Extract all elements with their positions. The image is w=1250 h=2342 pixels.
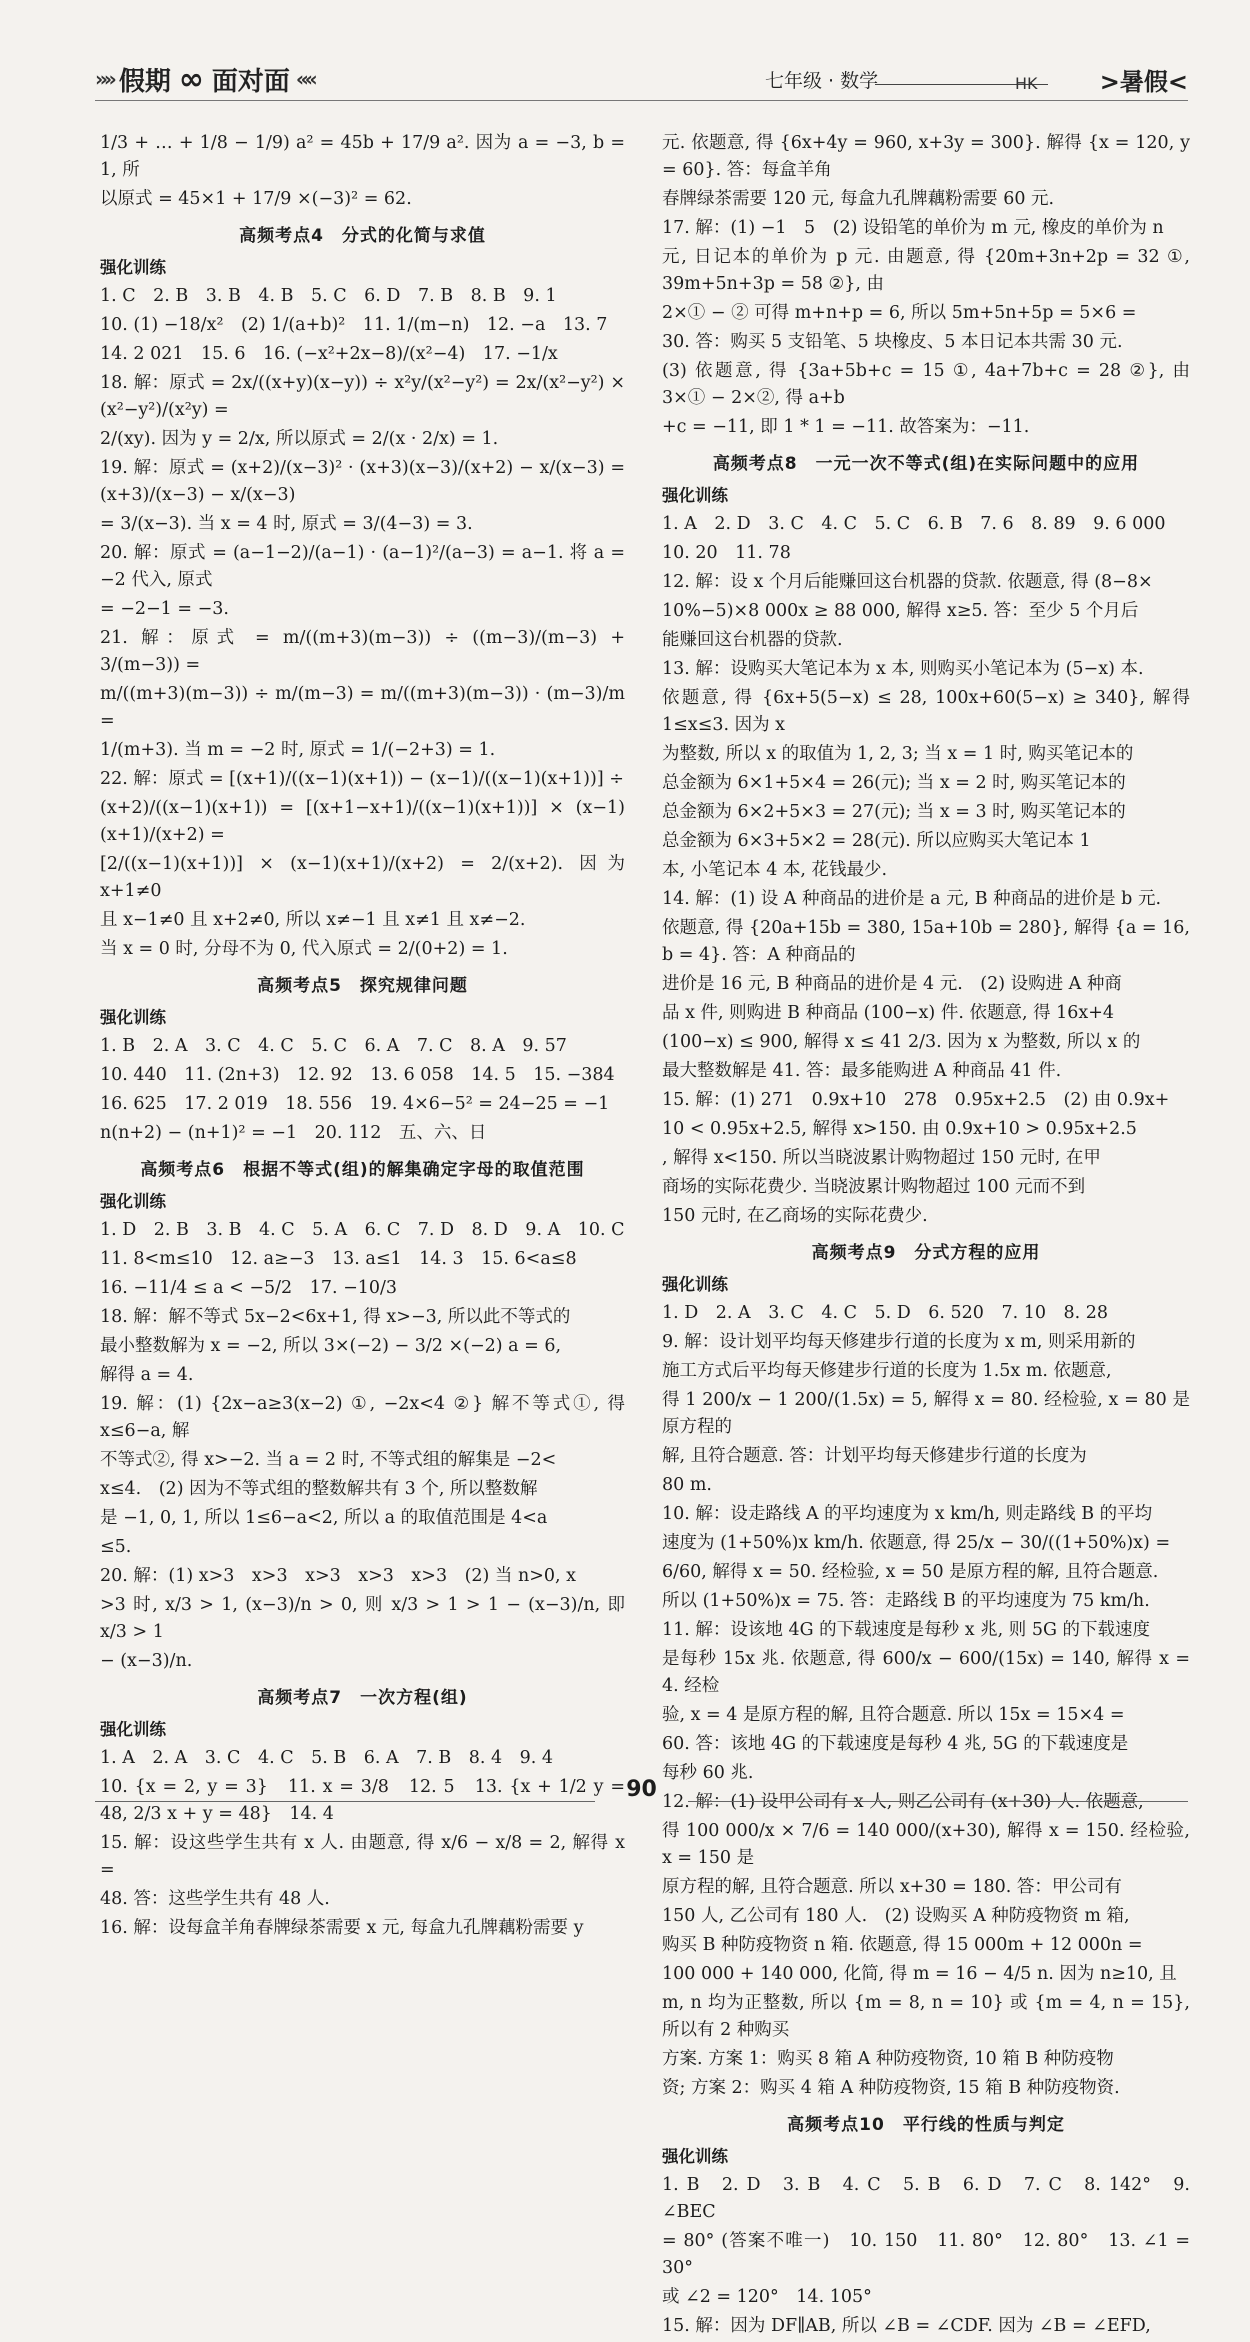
solution-line: m, n 均为正整数, 所以 {m = 8, n = 10} 或 {m = 4, n = 15}, 所以有 2 种购买 xyxy=(662,1993,1190,2040)
footer-divider-right xyxy=(688,1801,1188,1802)
solution-line: 是每秒 15x 兆. 依题意, 得 600/x − 600/(15x) = 140, 解得 x = 4. 经检 xyxy=(662,1649,1190,1696)
solution-line: 20. 解：原式 = (a−1−2)/(a−1) · (a−1)²/(a−3) = a−1. 将 a = −2 代入, 原式 xyxy=(100,543,625,590)
solution-line: 依题意, 得 {6x+5(5−x) ≤ 28, 100x+60(5−x) ≥ 340}, 解得 1≤x≤3. 因为 x xyxy=(662,688,1190,735)
answer-line: 或 ∠2 = 120° 14. 105° xyxy=(662,2287,872,2307)
solution-line: 10. 解：设走路线 A 的平均速度为 x km/h, 则走路线 B 的平均 xyxy=(662,1504,1153,1524)
solution-line: +c = −11, 即 1 * 1 = −11. 故答案为：−11. xyxy=(662,417,1030,437)
solution-line: 16. 解：设每盒羊角春牌绿茶需要 x 元, 每盒九孔牌藕粉需要 y xyxy=(100,1918,584,1938)
solution-line: 能赚回这台机器的贷款. xyxy=(662,630,843,650)
answer-line: 1. C 2. B 3. B 4. B 5. C 6. D 7. B 8. B 9. 1 xyxy=(100,286,557,306)
section-subtitle: 强化训练 xyxy=(100,1192,166,1211)
solution-line: 进价是 16 元, B 种商品的进价是 4 元. (2) 设购进 A 种商 xyxy=(662,974,1122,994)
answer-line: 14. 2 021 15. 6 16. (−x²+2x−8)/(x²−4) 17. −1/x xyxy=(100,344,558,364)
brand-right-text: 暑假 xyxy=(1119,68,1168,96)
solution-line: 2/(xy). 因为 y = 2/x, 所以原式 = 2/(x · 2/x) = 1. xyxy=(100,429,499,449)
brand-logo-right xyxy=(1100,62,1188,97)
solution-line: 19. 解：原式 = (x+2)/(x−3)² · (x+3)(x−3)/(x+2) − x/(x−3) = (x+3)/(x−3) − x/(x−3) xyxy=(100,458,625,505)
answer-line: 1. D 2. B 3. B 4. C 5. A 6. C 7. D 8. D 9. A 10. C xyxy=(100,1220,625,1240)
solution-line: 总金额为 6×2+5×3 = 27(元); 当 x = 3 时, 购买笔记本的 xyxy=(662,802,1126,822)
solution-line: 100 000 + 140 000, 化简, 得 m = 16 − 4/5 n. 因为 n≥10, 且 xyxy=(662,1964,1177,1984)
solution-line: 速度为 (1+50%)x km/h. 依题意, 得 25/x − 30/((1+50%)x) = xyxy=(662,1533,1171,1553)
answer-line: = 80° (答案不唯一) 10. 150 11. 80° 12. 80° 13. ∠1 = 30° xyxy=(662,2231,1190,2278)
brand-logo-left xyxy=(95,61,314,97)
answer-line: 1. D 2. A 3. C 4. C 5. D 6. 520 7. 10 8. 28 xyxy=(662,1303,1108,1323)
solution-line: m/((m+3)(m−3)) ÷ m/(m−3) = m/((m+3)(m−3)) · (m−3)/m = xyxy=(100,684,625,731)
solution-line: 资; 方案 2：购买 4 箱 A 种防疫物资, 15 箱 B 种防疫物资. xyxy=(662,2078,1120,2098)
solution-line: 48. 答：这些学生共有 48 人. xyxy=(100,1889,330,1909)
solution-line: 最小整数解为 x = −2, 所以 3×(−2) − 3/2 ×(−2) a = 6, xyxy=(100,1336,562,1356)
solution-line: 是 −1, 0, 1, 所以 1≤6−a<2, 所以 a 的取值范围是 4<a xyxy=(100,1508,548,1528)
section-subtitle: 强化训练 xyxy=(100,1720,166,1739)
solution-line: 施工方式后平均每天修建步行道的长度为 1.5x m. 依题意, xyxy=(662,1361,1112,1381)
solution-line: (3) 依题意, 得 {3a+5b+c = 15 ①, 4a+7b+c = 28 ②}, 由 3×① − 2×②, 得 a+b xyxy=(662,361,1190,408)
solution-line: (100−x) ≤ 900, 解得 x ≤ 41 2/3. 因为 x 为整数, 所以 x 的 xyxy=(662,1032,1141,1052)
text-line: 以原式 = 45×1 + 17/9 ×(−3)² = 62. xyxy=(100,189,412,209)
brand-left-text-2: 面对面 xyxy=(211,66,290,97)
solution-line: 得 100 000/x × 7/6 = 140 000/(x+30), 解得 x = 150. 经检验, x = 150 是 xyxy=(662,1821,1190,1868)
edition-label: HK xyxy=(1015,74,1038,93)
section-subtitle: 强化训练 xyxy=(100,258,166,277)
section-title: 高频考点10 平行线的性质与判定 xyxy=(787,2115,1065,2135)
solution-line: 不等式②, 得 x>−2. 当 a = 2 时, 不等式组的解集是 −2< xyxy=(100,1450,557,1470)
solution-line: 6/60, 解得 x = 50. 经检验, x = 50 是原方程的解, 且符合题意. xyxy=(662,1562,1159,1582)
solution-line: 春牌绿茶需要 120 元, 每盒九孔牌藕粉需要 60 元. xyxy=(662,189,1055,209)
solution-line: 17. 解：(1) −1 5 (2) 设铅笔的单价为 m 元, 橡皮的单价为 n xyxy=(662,218,1164,238)
header-rule xyxy=(95,100,1188,101)
solution-line: 商场的实际花费少. 当晓波累计购物超过 100 元而不到 xyxy=(662,1177,1086,1197)
solution-line: x≤4. (2) 因为不等式组的整数解共有 3 个, 所以整数解 xyxy=(100,1479,538,1499)
answer-line: 11. 8<m≤10 12. a≥−3 13. a≤1 14. 3 15. 6<a≤8 xyxy=(100,1249,577,1269)
page-number: 90 xyxy=(626,1777,657,1802)
solution-line: 9. 解：设计划平均每天修建步行道的长度为 x m, 则采用新的 xyxy=(662,1332,1136,1352)
solution-line: 30. 答：购买 5 支铅笔、5 块橡皮、5 本日记本共需 30 元. xyxy=(662,332,1123,352)
section-title: 高频考点9 分式方程的应用 xyxy=(811,1243,1041,1263)
section-subtitle: 强化训练 xyxy=(100,1008,166,1027)
section-title: 高频考点7 一次方程(组) xyxy=(257,1688,468,1708)
solution-line: 15. 解：(1) 271 0.9x+10 278 0.95x+2.5 (2) 由 0.9x+ xyxy=(662,1090,1170,1110)
solution-line: 18. 解：解不等式 5x−2<6x+1, 得 x>−3, 所以此不等式的 xyxy=(100,1307,571,1327)
solution-line: 元, 日记本的单价为 p 元. 由题意, 得 {20m+3n+2p = 32 ①, 39m+5n+3p = 58 ②}, 由 xyxy=(662,247,1190,294)
solution-line: 品 x 件, 则购进 B 种商品 (100−x) 件. 依题意, 得 16x+4 xyxy=(662,1003,1115,1023)
answer-line: 1. A 2. D 3. C 4. C 5. C 6. B 7. 6 8. 89 9. 6 000 xyxy=(662,514,1166,534)
solution-line: [2/((x−1)(x+1))] × (x−1)(x+1)/(x+2) = 2/(x+2). 因为 x+1≠0 xyxy=(100,854,625,901)
section-subtitle: 强化训练 xyxy=(662,2147,728,2166)
solution-line: 元. 依题意, 得 {6x+4y = 960, x+3y = 300}. 解得 {x = 120, y = 60}. 答：每盒羊角 xyxy=(662,133,1190,180)
double-chevron-icon: »» xyxy=(95,67,113,91)
solution-line: = −2−1 = −3. xyxy=(100,599,229,619)
section-title: 高频考点5 探究规律问题 xyxy=(257,976,468,996)
solution-line: ≤5. xyxy=(100,1537,132,1557)
brand-left-text: 假期 xyxy=(118,66,171,97)
solution-line: 解, 且符合题意. 答：计划平均每天修建步行道的长度为 xyxy=(662,1446,1087,1466)
page-footer xyxy=(95,1775,1188,1815)
solution-line: 19. 解：(1) {2x−a≥3(x−2) ①, −2x<4 ②} 解不等式①, 得 x≤6−a, 解 xyxy=(100,1394,625,1441)
solution-line: 15. 解：因为 DF∥AB, 所以 ∠B = ∠CDF. 因为 ∠B = ∠EFD, xyxy=(662,2316,1151,2336)
solution-line: 60. 答：该地 4G 的下载速度是每秒 4 兆, 5G 的下载速度是 xyxy=(662,1734,1129,1754)
solution-line: 18. 解：原式 = 2x/((x+y)(x−y)) ÷ x²y/(x²−y²) = 2x/(x²−y²) × (x²−y²)/(x²y) = xyxy=(100,373,625,420)
solution-line: 1/(m+3). 当 m = −2 时, 原式 = 1/(−2+3) = 1. xyxy=(100,740,496,760)
solution-line: 得 1 200/x − 1 200/(1.5x) = 5, 解得 x = 80. 经检验, x = 80 是原方程的 xyxy=(662,1390,1190,1437)
solution-line: 21. 解：原式 = m/((m+3)(m−3)) ÷ ((m−3)/(m−3) + 3/(m−3)) = xyxy=(100,628,625,675)
solution-line: 22. 解：原式 = [(x+1)/((x−1)(x+1)) − (x−1)/((x−1)(x+1))] ÷ xyxy=(100,769,624,789)
solution-line: , 解得 x<150. 所以当晓波累计购物超过 150 元时, 在甲 xyxy=(662,1148,1101,1168)
solution-line: 12. 解：(1) 设甲公司有 x 人, 则乙公司有 (x+30) 人. 依题意, xyxy=(662,1792,1144,1812)
answer-line: 1. B 2. A 3. C 4. C 5. C 6. A 7. C 8. A 9. 57 xyxy=(100,1036,567,1056)
page-header xyxy=(95,62,1188,98)
section-title: 高频考点8 一元一次不等式(组)在实际问题中的应用 xyxy=(712,454,1140,474)
solution-line: 总金额为 6×3+5×2 = 28(元). 所以应购买大笔记本 1 xyxy=(662,831,1091,851)
section-title: 高频考点4 分式的化简与求值 xyxy=(239,226,486,246)
arrow-left-icon: < xyxy=(1167,68,1188,96)
solution-line: 150 元时, 在乙商场的实际花费少. xyxy=(662,1206,928,1226)
answer-line: 10. 440 11. (2n+3) 12. 92 13. 6 058 14. 5 15. −384 xyxy=(100,1065,615,1085)
solution-line: 150 人, 乙公司有 180 人. (2) 设购买 A 种防疫物资 m 箱, xyxy=(662,1906,1130,1926)
solution-line: 最大整数解是 41. 答：最多能购进 A 种商品 41 件. xyxy=(662,1061,1062,1081)
text-line: 1/3 + … + 1/8 − 1/9) a² = 45b + 17/9 a². 因为 a = −3, b = 1, 所 xyxy=(100,133,625,180)
solution-line: 且 x−1≠0 且 x+2≠0, 所以 x≠−1 且 x≠1 且 x≠−2. xyxy=(100,910,526,930)
arrow-right-icon: > xyxy=(1099,68,1120,96)
solution-line: 每秒 60 兆. xyxy=(662,1763,754,1783)
double-chevron-icon: «« xyxy=(295,67,314,91)
solution-line: = 3/(x−3). 当 x = 4 时, 原式 = 3/(4−3) = 3. xyxy=(100,514,473,534)
solution-line: 当 x = 0 时, 分母不为 0, 代入原式 = 2/(0+2) = 1. xyxy=(100,939,508,959)
answer-line: 10. 20 11. 78 xyxy=(662,543,791,563)
solution-line: 2×① − ② 可得 m+n+p = 6, 所以 5m+5n+5p = 5×6 = xyxy=(662,303,1137,323)
solution-line: 解得 a = 4. xyxy=(100,1365,194,1385)
solution-line: 11. 解：设该地 4G 的下载速度是每秒 x 兆, 则 5G 的下载速度 xyxy=(662,1620,1150,1640)
left-column xyxy=(100,130,625,1944)
solution-line: 方案. 方案 1：购买 8 箱 A 种防疫物资, 10 箱 B 种防疫物 xyxy=(662,2049,1114,2069)
answer-line: 16. −11/4 ≤ a < −5/2 17. −10/3 xyxy=(100,1278,398,1298)
right-column xyxy=(662,130,1190,2342)
solution-line: 12. 解：设 x 个月后能赚回这台机器的贷款. 依题意, 得 (8−8× xyxy=(662,572,1153,592)
solution-line: 20. 解：(1) x>3 x>3 x>3 x>3 x>3 (2) 当 n>0, x xyxy=(100,1566,577,1586)
solution-line: 本, 小笔记本 4 本, 花钱最少. xyxy=(662,860,888,880)
section-subtitle: 强化训练 xyxy=(662,1275,728,1294)
solution-line: 总金额为 6×1+5×4 = 26(元); 当 x = 2 时, 购买笔记本的 xyxy=(662,773,1126,793)
solution-line: 所以 (1+50%)x = 75. 答：走路线 B 的平均速度为 75 km/h. xyxy=(662,1591,1150,1611)
answer-line: 10. (1) −18/x² (2) 1/(a+b)² 11. 1/(m−n) 12. −a 13. 7 xyxy=(100,315,608,335)
swirl-icon: ∞ xyxy=(178,61,204,97)
solution-line: 80 m. xyxy=(662,1475,712,1495)
answer-line: 1. B 2. D 3. B 4. C 5. B 6. D 7. C 8. 142° 9. ∠BEC xyxy=(662,2175,1190,2222)
solution-line: 验, x = 4 是原方程的解, 且符合题意. 所以 15x = 15×4 = xyxy=(662,1705,1125,1725)
section-subtitle: 强化训练 xyxy=(662,486,728,505)
answer-line: 1. A 2. A 3. C 4. C 5. B 6. A 7. B 8. 4 9. 4 xyxy=(100,1748,554,1768)
solution-line: 购买 B 种防疫物资 n 箱. 依题意, 得 15 000m + 12 000n = xyxy=(662,1935,1143,1955)
solution-line: 原方程的解, 且符合题意. 所以 x+30 = 180. 答：甲公司有 xyxy=(662,1877,1122,1897)
answer-line: 10. {x = 2, y = 3} 11. x = 3/8 12. 5 13. {x + 1/2 y = 48, 2/3 x + y = 48} 14. 4 xyxy=(100,1777,625,1824)
solution-line: 为整数, 所以 x 的取值为 1, 2, 3; 当 x = 1 时, 购买笔记本的 xyxy=(662,744,1134,764)
answer-line: 16. 625 17. 2 019 18. 556 19. 4×6−5² = 24−25 = −1 xyxy=(100,1094,610,1114)
solution-line: 依题意, 得 {20a+15b = 380, 15a+10b = 280}, 解得 {a = 16, b = 4}. 答：A 种商品的 xyxy=(662,918,1190,965)
grade-subject: 七年级 · 数学 xyxy=(765,70,879,92)
solution-line: 14. 解：(1) 设 A 种商品的进价是 a 元, B 种商品的进价是 b 元. xyxy=(662,889,1162,909)
solution-line: 10 < 0.95x+2.5, 解得 x>150. 由 0.9x+10 > 0.95x+2.5 xyxy=(662,1119,1137,1139)
section-title: 高频考点6 根据不等式(组)的解集确定字母的取值范围 xyxy=(140,1160,585,1180)
answer-line: n(n+2) − (n+1)² = −1 20. 112 五、六、日 xyxy=(100,1123,487,1143)
solution-line: − (x−3)/n. xyxy=(100,1651,193,1671)
solution-line: 15. 解：设这些学生共有 x 人. 由题意, 得 x/6 − x/8 = 2, 解得 x = xyxy=(100,1833,625,1880)
solution-line: 13. 解：设购买大笔记本为 x 本, 则购买小笔记本为 (5−x) 本. xyxy=(662,659,1144,679)
solution-line: (x+2)/((x−1)(x+1)) = [(x+1−x+1)/((x−1)(x+1))] × (x−1)(x+1)/(x+2) = xyxy=(100,798,625,845)
solution-line: 10%−5)×8 000x ≥ 88 000, 解得 x≥5. 答：至少 5 个月后 xyxy=(662,601,1139,621)
solution-line: >3 时, x/3 > 1, (x−3)/n > 0, 则 x/3 > 1 > 1 − (x−3)/n, 即 x/3 > 1 xyxy=(100,1595,625,1642)
